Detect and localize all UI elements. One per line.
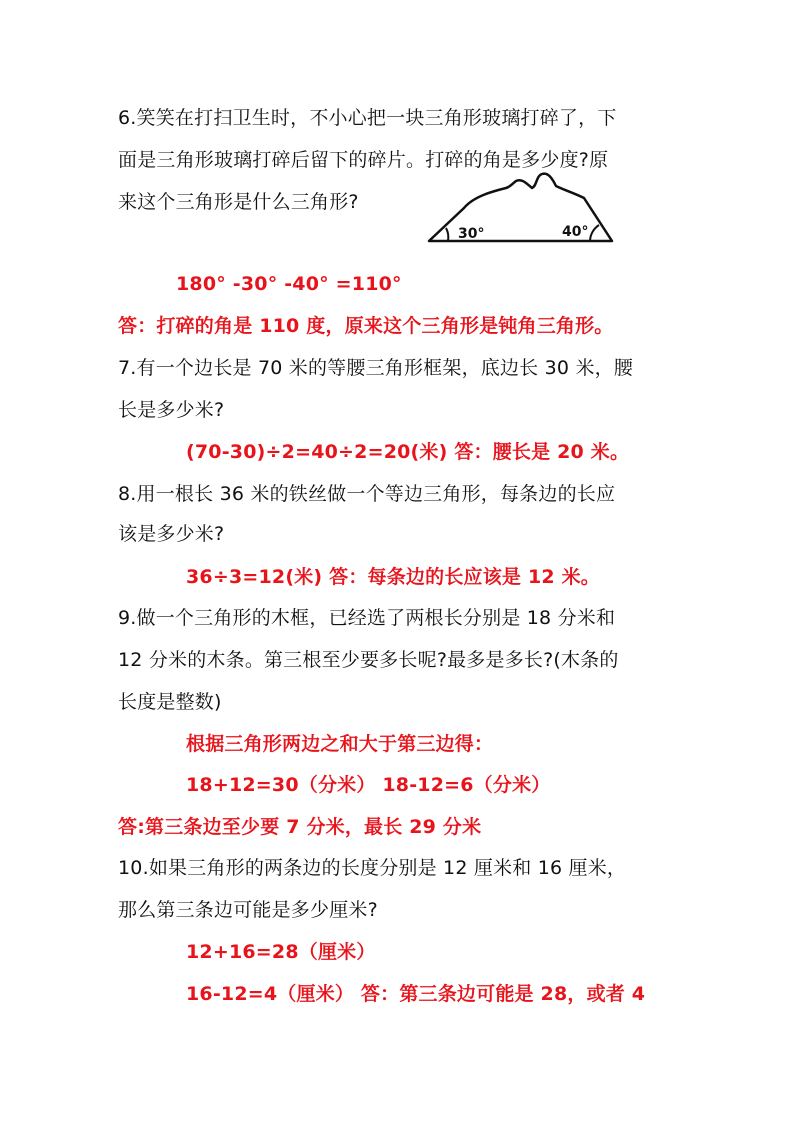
q8-text-line2: 该是多少米? [118,523,225,545]
q9-text-line2: 12 分米的木条。第三根至少要多长呢?最多是多长?(木条的 [118,649,619,671]
q8-text-line1: 8.用一根长 36 米的铁丝做一个等边三角形，每条边的长应 [118,483,616,505]
q7-calc-answer: (70-30)÷2=40÷2=20(米) 答：腰长是 20 米。 [186,441,630,463]
q6-text-line2: 面是三角形玻璃打碎后留下的碎片。打碎的角是多少度?原 [118,149,609,171]
q9-reason: 根据三角形两边之和大于第三边得： [186,733,494,755]
q9-answer: 答:第三条边至少要 7 分米，最长 29 分米 [118,816,482,838]
q9-text-line3: 长度是整数) [118,691,222,713]
q10-calc-answer: 16-12=4（厘米） 答：第三条边可能是 28，或者 4 [186,983,646,1005]
angle-label-right: 40° [562,224,589,240]
q10-calculation-1: 12+16=28（厘米） [186,941,376,963]
broken-triangle-figure [424,168,618,246]
q10-text-line2: 那么第三条边可能是多少厘米? [118,899,378,921]
q6-calculation: 180° -30° -40° =110° [176,273,402,295]
q9-text-line1: 9.做一个三角形的木框，已经选了两根长分别是 18 分米和 [118,607,616,629]
q6-text-line1: 6.笑笑在打扫卫生时，不小心把一块三角形玻璃打碎了，下 [118,107,617,129]
q6-text-line3: 来这个三角形是什么三角形? [118,191,359,213]
q10-text-line1: 10.如果三角形的两条边的长度分别是 12 厘米和 16 厘米， [118,857,627,879]
left-angle-arc [446,228,448,241]
angle-label-left: 30° [458,226,485,242]
q7-text-line1: 7.有一个边长是 70 米的等腰三角形框架，底边长 30 米，腰 [118,357,634,379]
right-angle-arc [590,225,599,241]
q8-calc-answer: 36÷3=12(米) 答：每条边的长应该是 12 米。 [186,566,600,588]
q7-text-line2: 长是多少米? [118,399,225,421]
q9-calculation: 18+12=30（分米） 18-12=6（分米） [186,774,551,796]
q6-answer: 答：打碎的角是 110 度，原来这个三角形是钝角三角形。 [118,315,614,337]
